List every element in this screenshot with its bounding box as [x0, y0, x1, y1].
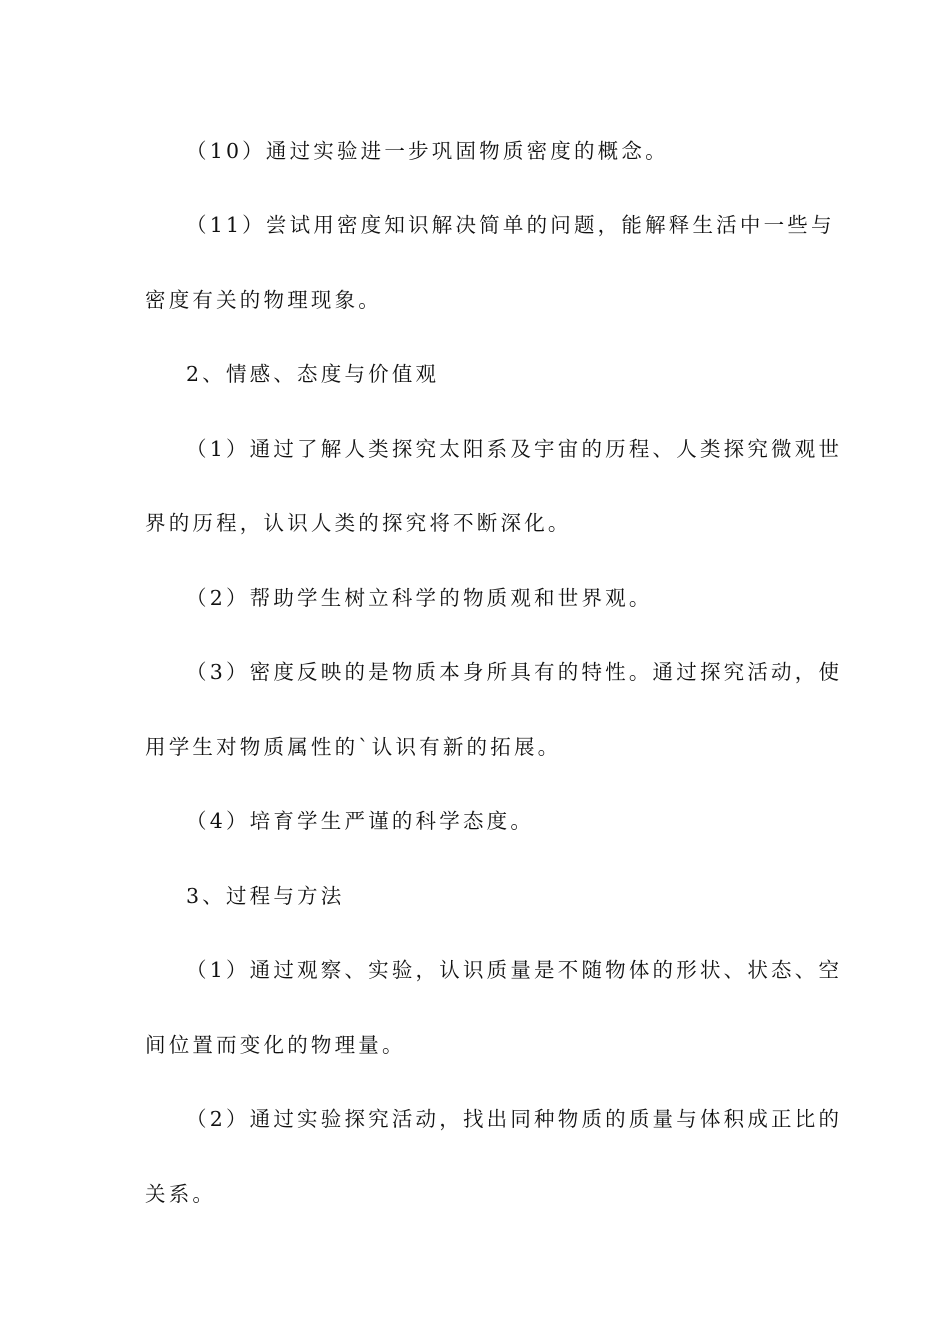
paragraph-emotion-3: （3）密度反映的是物质本身所具有的特性。通过探究活动，使 — [186, 660, 843, 684]
paragraph-emotion-1: （1）通过了解人类探究太阳系及宇宙的历程、人类探究微观世 — [186, 437, 843, 461]
paragraph-process-1-continued: 间位置而变化的物理量。 — [145, 1033, 406, 1057]
paragraph-emotion-3-continued: 用学生对物质属性的`认识有新的拓展。 — [145, 735, 562, 759]
paragraph-emotion-4: （4）培育学生严谨的科学态度。 — [186, 809, 535, 833]
paragraph-item-11-continued: 密度有关的物理现象。 — [145, 288, 382, 312]
paragraph-process-1: （1）通过观察、实验，认识质量是不随物体的形状、状态、空 — [186, 958, 843, 982]
paragraph-process-2-continued: 关系。 — [145, 1182, 217, 1206]
section-heading-2: 2、情感、态度与价值观 — [186, 362, 440, 386]
paragraph-emotion-1-continued: 界的历程，认识人类的探究将不断深化。 — [145, 511, 572, 535]
paragraph-emotion-2: （2）帮助学生树立科学的物质观和世界观。 — [186, 586, 653, 610]
section-heading-3: 3、过程与方法 — [186, 884, 345, 908]
paragraph-process-2: （2）通过实验探究活动，找出同种物质的质量与体积成正比的 — [186, 1107, 843, 1131]
paragraph-item-11: （11）尝试用密度知识解决简单的问题，能解释生活中一些与 — [186, 213, 835, 237]
paragraph-item-10: （10）通过实验进一步巩固物质密度的概念。 — [186, 139, 669, 163]
